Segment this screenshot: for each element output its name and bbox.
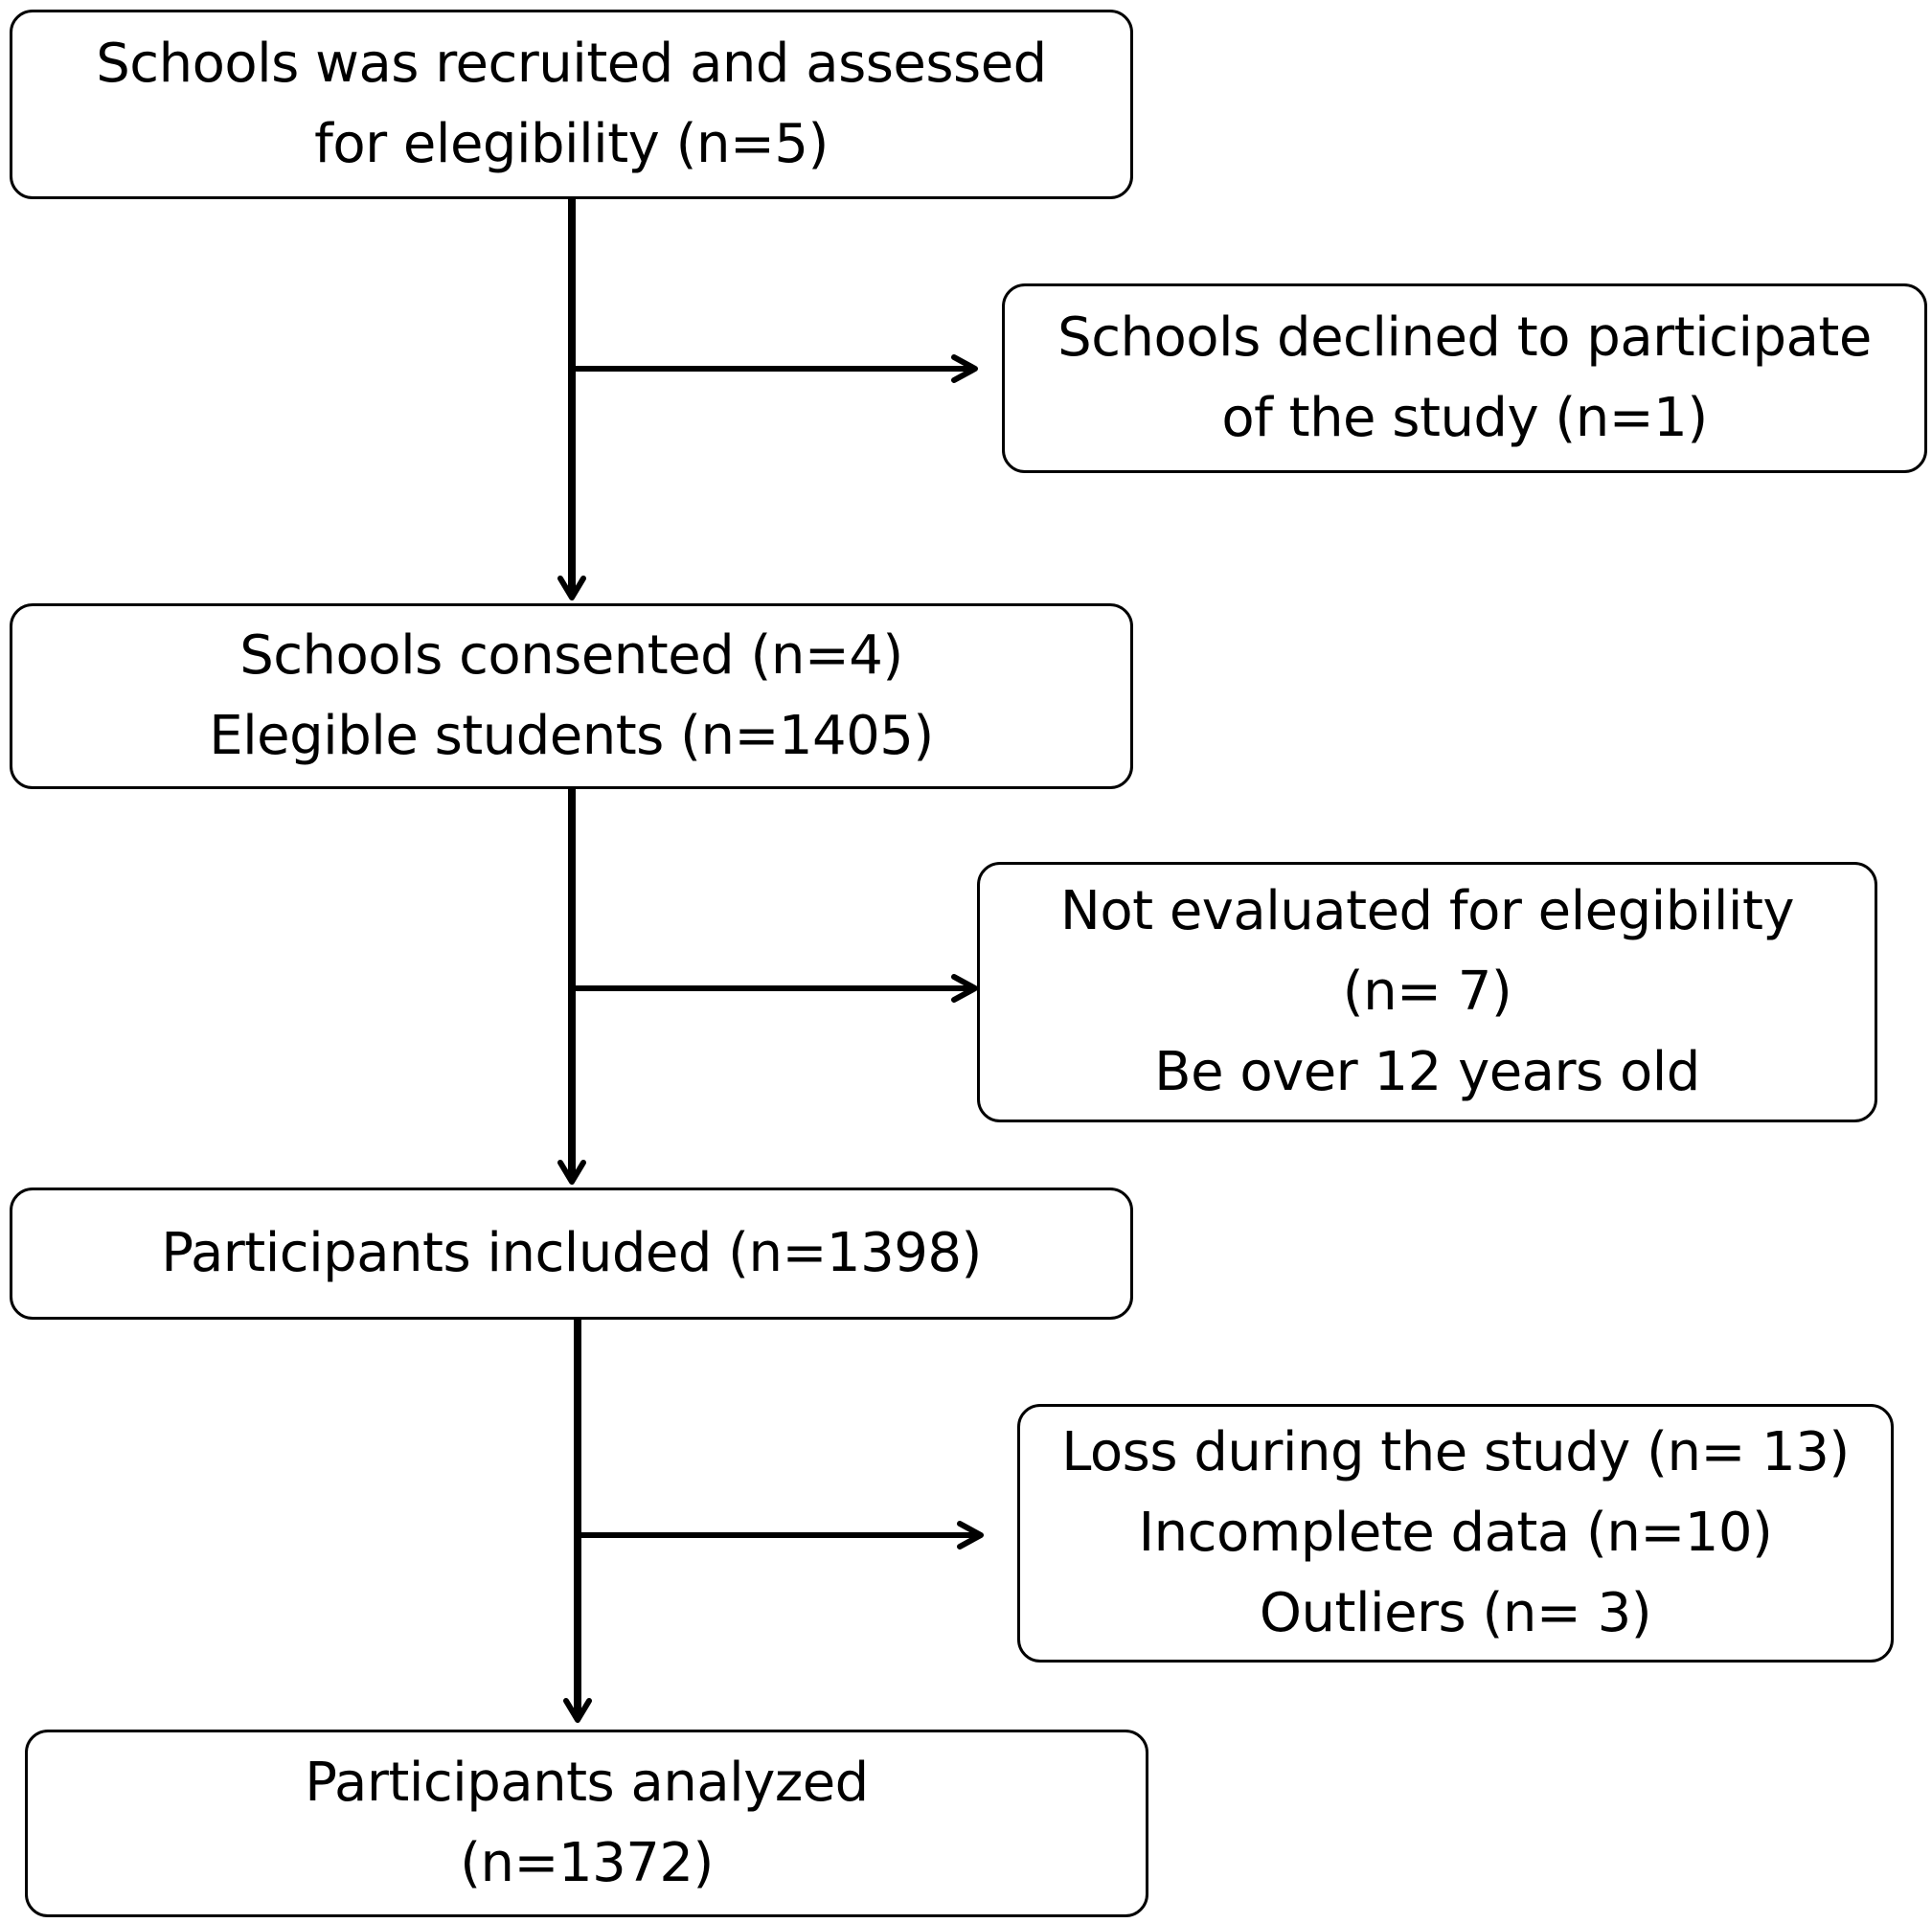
box-line: Incomplete data (n=10) [1138, 1502, 1773, 1564]
arrow-recruited-to-consented [560, 197, 583, 598]
box-line: Schools was recruited and assessed [96, 33, 1047, 95]
arrow-included-to-analyzed [566, 1318, 589, 1720]
arrow-to-not-evaluated [572, 977, 975, 1000]
box-line: (n= 7) [1342, 961, 1512, 1023]
arrow-to-loss [578, 1524, 981, 1547]
box-loss-during-study [1017, 1404, 1894, 1663]
box-line: Not evaluated for elegibility [1059, 880, 1795, 942]
box-line: Be over 12 years old [1154, 1041, 1700, 1103]
box-participants-analyzed [25, 1730, 1148, 1917]
box-line: Schools consented (n=4) [239, 624, 903, 687]
box-not-evaluated [977, 862, 1877, 1122]
box-line: Participants included (n=1398) [161, 1222, 982, 1284]
box-participants-included [10, 1188, 1133, 1320]
box-line: Participants analyzed [305, 1752, 869, 1814]
box-line: (n=1372) [460, 1832, 714, 1894]
box-line: Loss during the study (n= 13) [1061, 1421, 1850, 1483]
arrow-to-declined [572, 357, 975, 380]
box-line: of the study (n=1) [1221, 387, 1708, 449]
arrow-consented-to-included [560, 787, 583, 1182]
box-schools-recruited [10, 10, 1133, 199]
box-schools-declined [1002, 283, 1927, 473]
box-line: Schools declined to participate [1057, 306, 1872, 369]
box-line: Elegible students (n=1405) [209, 705, 934, 767]
box-schools-consented [10, 603, 1133, 789]
box-line: Outliers (n= 3) [1259, 1582, 1652, 1644]
box-line: for elegibility (n=5) [314, 113, 829, 175]
